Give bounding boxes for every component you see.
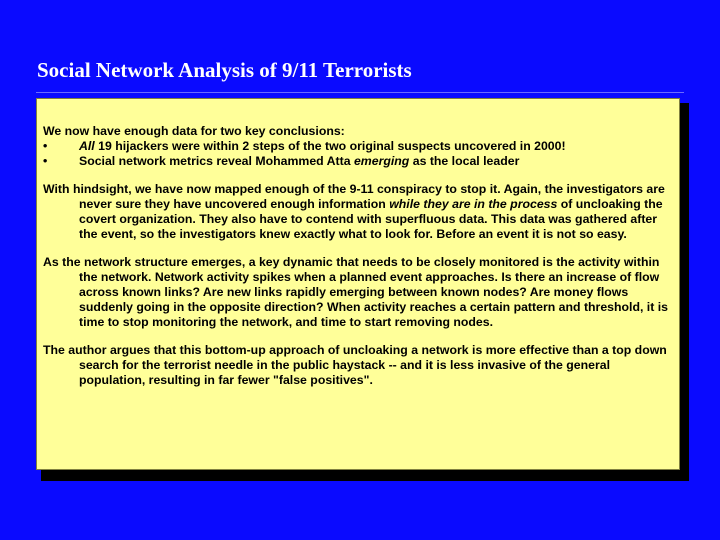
intro-line: We now have enough data for two key conclusions: [43,124,345,138]
bullet-symbol: • [43,154,48,168]
paragraph-network-dynamics: As the network structure emerges, a key dynamic that needs to be closely monitored is the activity within the network. Network activity spikes when a planned event approaches. Is there an increase of flow across known links? Are new links rapidly emerging between known nodes? Are money flows suddenly going in the opposite direction? When activity reaches a certain pattern and threshold, it is time to stop monitoring the network, and time to start removing nodes. [43,255,668,329]
bullet-text: Social network metrics reveal Mohammed Atta emerging as the local leader [79,154,520,168]
bullet-item [43,139,673,154]
panel-content [43,124,673,388]
slide-title: Social Network Analysis of 9/11 Terrorists [37,58,412,82]
paragraph-hindsight: With hindsight, we have now mapped enough of the 9-11 conspiracy to stop it. Again, the investigators are never sure they have uncovered enough information while they are in the process of uncloaking the covert organization. They also have to contend with superfluous data. This data was gathered after the event, so the investigators knew exactly what to look for. Before an event it is not so easy. [43,182,665,241]
text-panel [36,98,680,470]
bullet-item [43,154,673,169]
bullet-text: All 19 hijackers were within 2 steps of the two original suspects uncovered in 2000! [79,139,566,153]
bullet-symbol: • [43,139,48,153]
title-divider [36,92,684,93]
paragraph-author-argument: The author argues that this bottom-up approach of uncloaking a network is more effective than a top down search for the terrorist needle in the public haystack -- and it is less invasive of the general population, resulting in far fewer "false positives". [43,343,667,387]
